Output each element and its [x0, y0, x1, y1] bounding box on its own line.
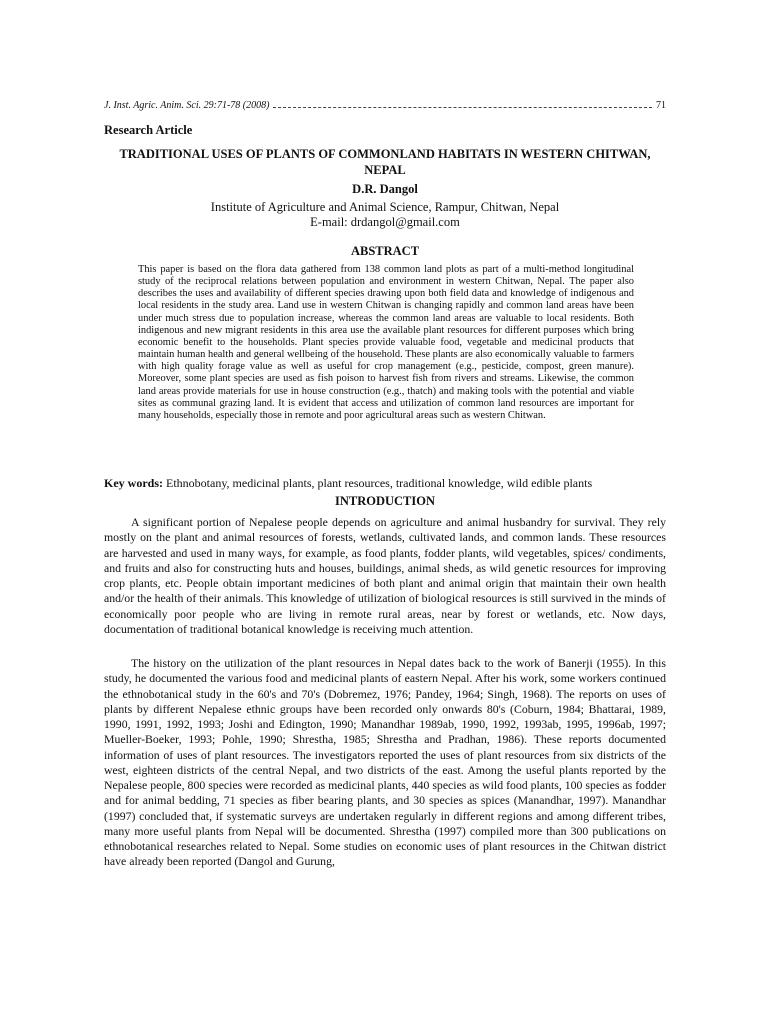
paper-title: TRADITIONAL USES OF PLANTS OF COMMONLAND HABITATS IN WESTERN CHITWAN, NEPAL [119, 147, 651, 177]
header-rule [273, 107, 652, 108]
keywords-label: Key words: [104, 476, 163, 490]
introduction-paragraph: The history on the utilization of the plant resources in Nepal dates back to the work of Banerji (1955). In this study, he documented the various food and medicinal plants of eastern Nepal. After his work, some workers continued the ethnobotanical study in the 60's and 70's (Dobremez, 1976; Pandey, 1964; Singh, 1968). The reports on uses of plants by different Nepalese ethnic groups have been recorded only onwards 80's (Coburn, 1984; Bhattarai, 1989, 1990, 1991, 1992, 1993; Joshi and Edington, 1990; Manandhar 1989ab, 1990, 1992, 1993ab, 1995, 1996ab, 1997; Mueller-Boeker, 1993; Pohle, 1990; Shrestha, 1985; Shrestha and Pradhan, 1986). These reports documented information of uses of plant resources. The investigators reported the uses of plant resources from six districts of the west, eighteen districts of the central Nepal, and two districts of the east. Among the useful plants reported by the Nepalese people, 800 species were recorded as medicinal plants, 440 species as wild food plants, 100 species as fodder and for animal bedding, 71 species as fiber bearing plants, and 30 species as spices (Manandhar, 1997). Manandhar (1997) concluded that, if systematic surveys are undertaken regularly in different regions and among different tribes, many more useful plants from Nepal will be documented. Shrestha (1997) compiled more than 300 publications on ethnobotanical researches related to Nepal. Some studies on economic uses of plant resources in the Chitwan district have already been reported (Dangol and Gurung, [104, 656, 666, 869]
author-name: D.R. Dangol [352, 182, 418, 196]
introduction-heading: INTRODUCTION [334, 494, 435, 508]
introduction-paragraph: A significant portion of Nepalese people depends on agriculture and animal husbandry for survival. They rely mostly on the plant and animal resources of forests, wetlands, cultivated lands, and common lands. These resources are harvested and used in many ways, for example, as food plants, fodder plants, wild vegetables, spices/ condiments, and fruits and also for constructing huts and houses, buildings, animal sheds, as wild genetic resources for improving crop plants, etc. People obtain important medicines of both plant and animal origin that maintain their own health and/or the health of their animals. This knowledge of utilization of biological resources is still survived in the minds of economically poor people who are living in remote rural areas, near by forest or wetlands, etc. Now days, documentation of traditional botanical knowledge is receiving much attention. [104, 515, 666, 636]
keywords [104, 476, 666, 491]
journal-citation: J. Inst. Agric. Anim. Sci. 29:71-78 (2008) [104, 100, 270, 111]
running-header [104, 100, 666, 111]
author-email: E-mail: drdangol@gmail.com [310, 215, 460, 229]
author-affiliation: Institute of Agriculture and Animal Science, Rampur, Chitwan, Nepal [210, 200, 560, 214]
abstract-heading: ABSTRACT [350, 244, 420, 258]
abstract-text: This paper is based on the flora data gathered from 138 common land plots as part of a multi-method longitudinal study of the reciprocal relations between population and environment in western Chitwan, Nepal. The paper also describes the uses and availability of different species drawing upon both field data and knowledge of indigenous and local residents in the study area. Land use in western Chitwan is changing rapidly and common land areas have been under much stress due to population increase, whereas the common land areas are valuable to local residents. Both indigenous and new migrant residents in this area use the available plant resources for different purposes which bring economic benefit to the households. Plant species provide valuable food, vegetable and medicinal products that maintain human health and general wellbeing of the household. These plants are also economically valuable to farmers with high quality forage value as well as useful for crop management (e.g., pesticide, compost, green manure). Moreover, some plant species are used as fish poison to harvest fish from rivers and streams. Likewise, the common land areas provide materials for use in house construction (e.g., thatch) and making tools with the potential and viable sites as communal grazing land. It is evident that access and utilization of common land resources are important for many households, especially those in remote and poor agricultural areas such as western Chitwan. [138, 264, 634, 421]
page-number: 71 [656, 100, 666, 111]
article-type: Research Article [104, 123, 193, 137]
keywords-text: Ethnobotany, medicinal plants, plant resources, traditional knowledge, wild edible plants [163, 476, 593, 490]
